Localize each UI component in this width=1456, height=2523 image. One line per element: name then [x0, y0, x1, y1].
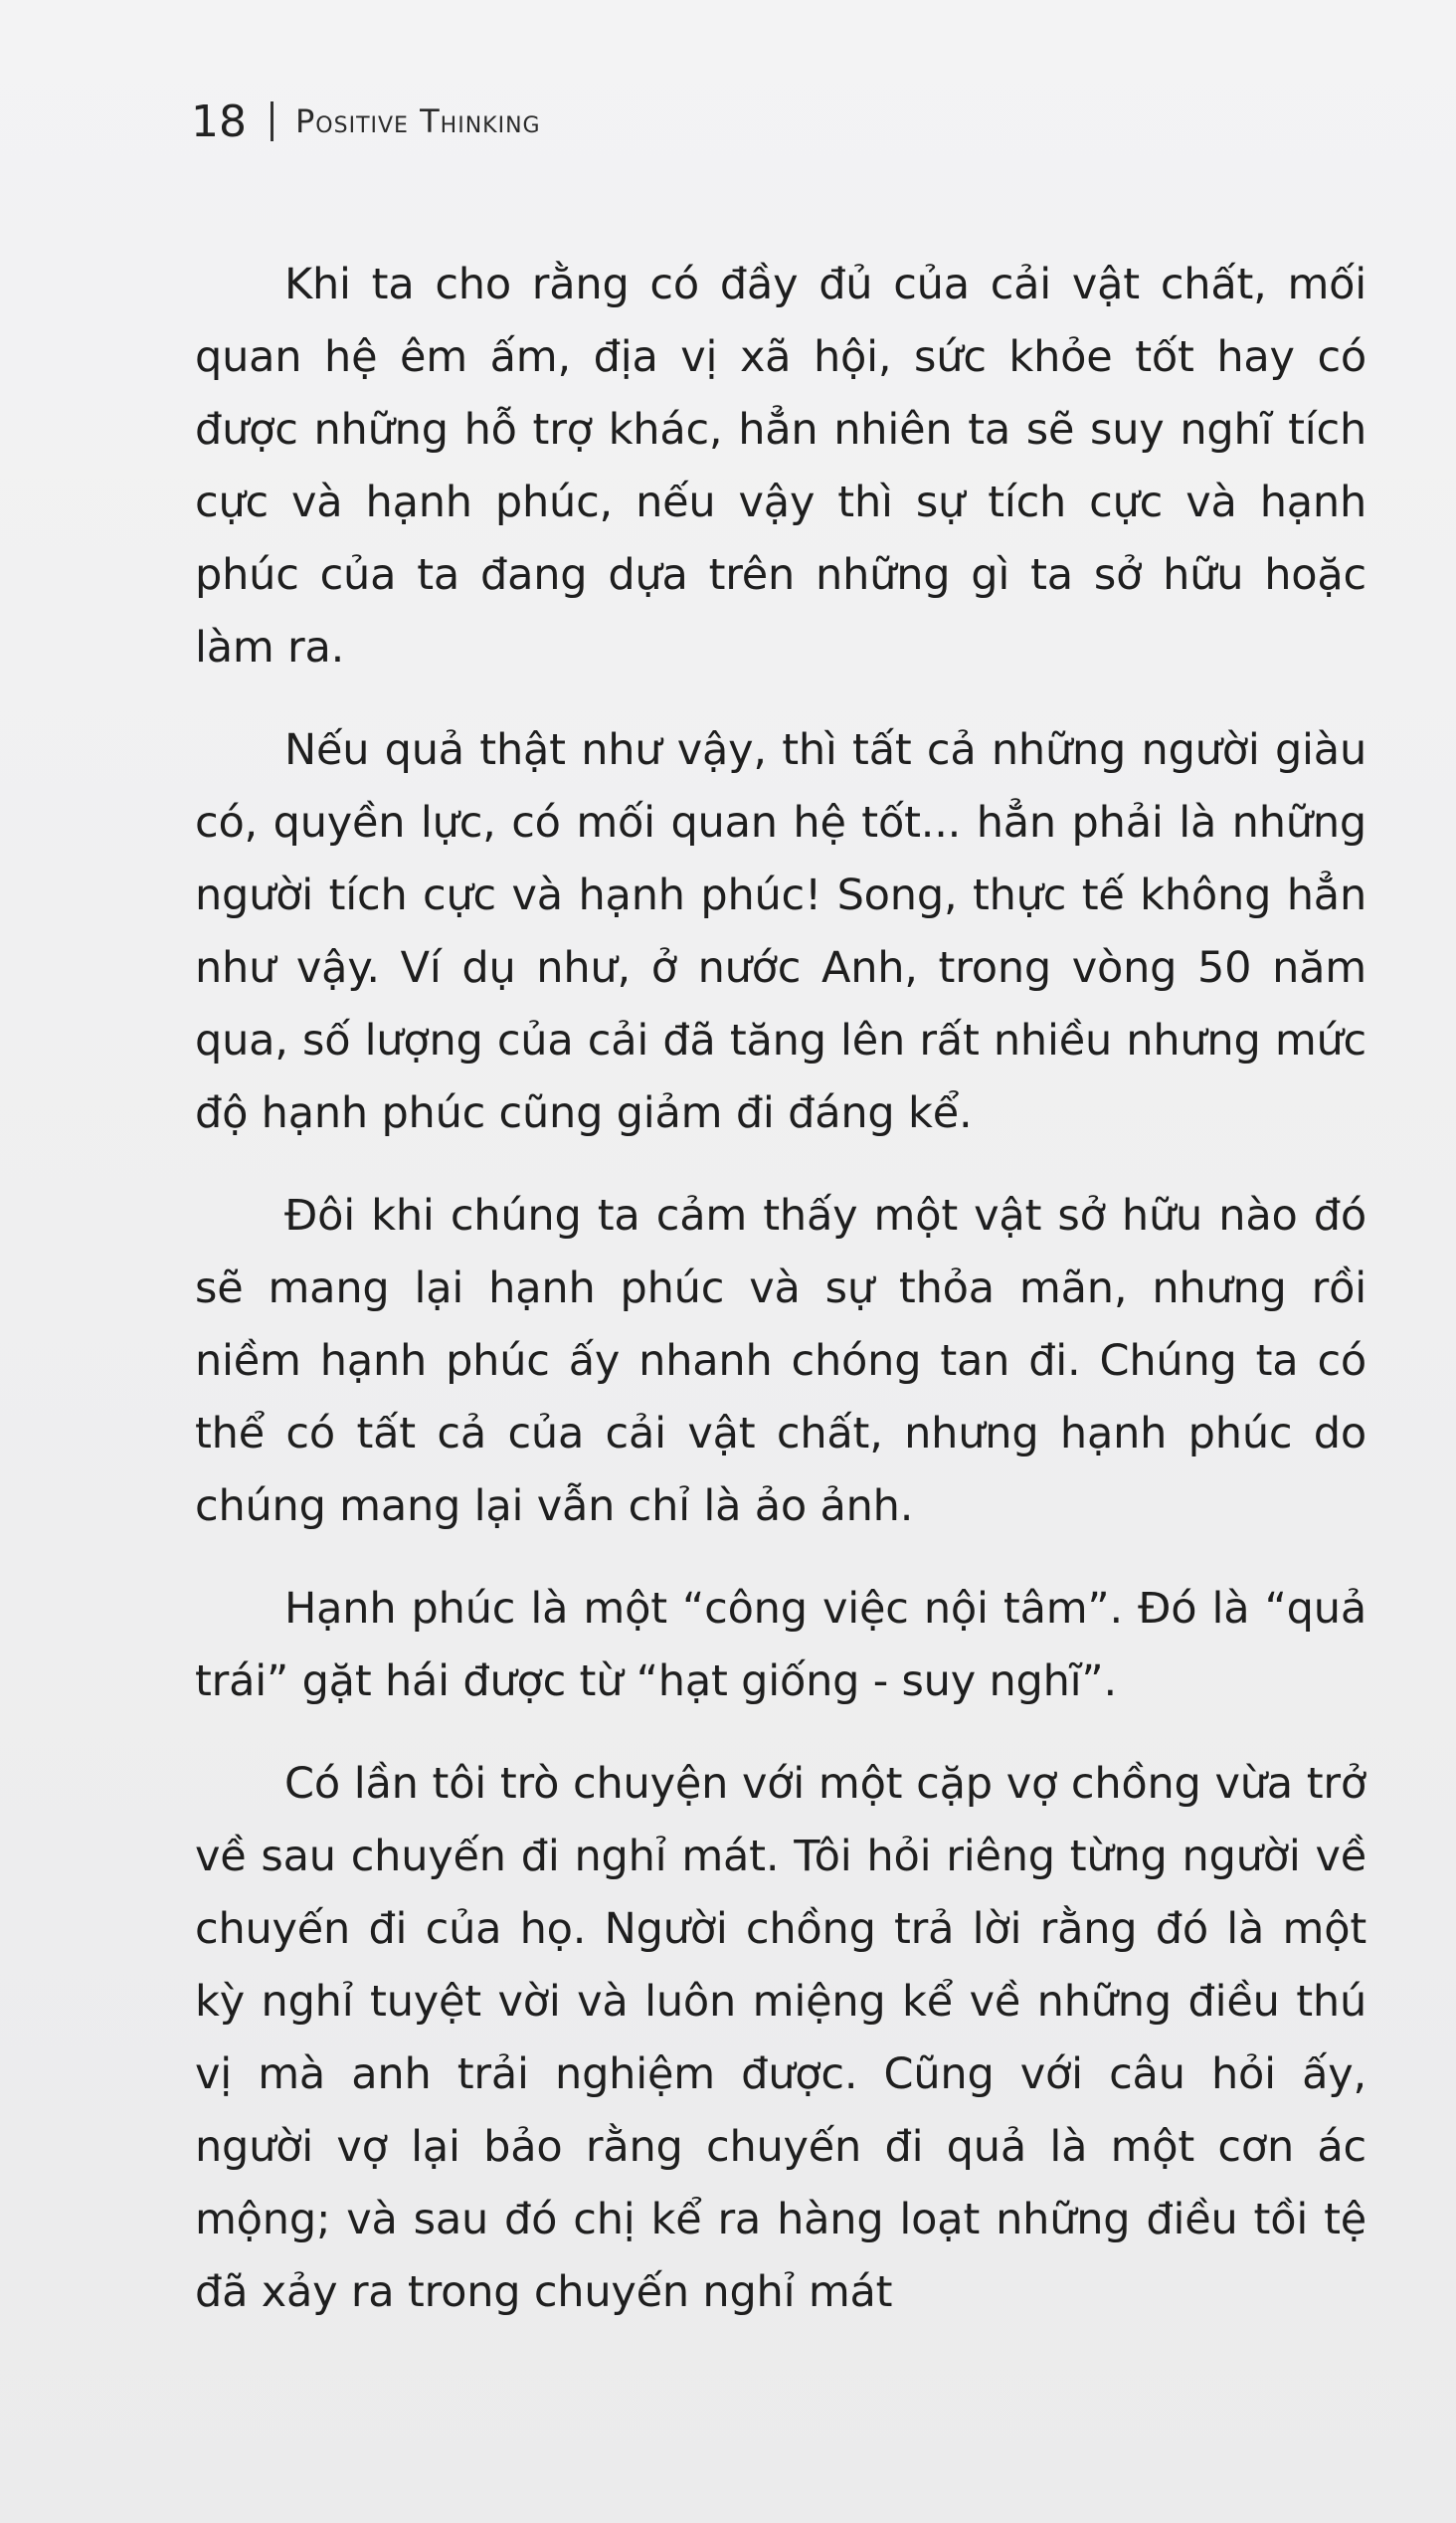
paragraph-2: Nếu quả thật như vậy, thì tất cả những người giàu có, quyền lực, có mối quan hệ tốt... hẳn phải là những người tích cực và hạnh phúc! Song, thực tế không hẳn như vậy. Ví dụ như, ở nước Anh, trong vòng 50 năm qua, số lượng của cải đã tăng lên rất nhiều nhưng mức độ hạnh phúc cũng giảm đi đáng kể. [195, 725, 1366, 1138]
book-title: Positive Thinking [295, 102, 541, 140]
paragraph-1: Khi ta cho rằng có đầy đủ của cải vật chất, mối quan hệ êm ấm, địa vị xã hội, sức khỏe tốt hay có được những hỗ trợ khác, hẳn nhiên ta sẽ suy nghĩ tích cực và hạnh phúc, nếu vậy thì sự tích cực và hạnh phúc của ta đang dựa trên những gì ta sở hữu hoặc làm ra. [195, 260, 1366, 673]
paragraph-5: Có lần tôi trò chuyện với một cặp vợ chồng vừa trở về sau chuyến đi nghỉ mát. Tôi hỏi riêng từng người về chuyến đi của họ. Người chồng trả lời rằng đó là một kỳ nghỉ tuyệt vời và luôn miệng kể về những điều thú vị mà anh trải nghiệm được. Cũng với câu hỏi ấy, người vợ lại bảo rằng chuyến đi quả là một cơn ác mộng; và sau đó chị kể ra hàng loạt những điều tồi tệ đã xảy ra trong chuyến nghỉ mát [195, 1759, 1366, 2317]
paragraph-3: Đôi khi chúng ta cảm thấy một vật sở hữu nào đó sẽ mang lại hạnh phúc và sự thỏa mãn, nhưng rồi niềm hạnh phúc ấy nhanh chóng tan đi. Chúng ta có thể có tất cả của cải vật chất, nhưng hạnh phúc do chúng mang lại vẫn chỉ là ảo ảnh. [195, 1191, 1366, 1531]
running-header [191, 92, 541, 151]
paragraph-4: Hạnh phúc là một “công việc nội tâm”. Đó là “quả trái” gặt hái được từ “hạt giống - suy nghĩ”. [195, 1584, 1366, 1706]
page-number: 18 [191, 96, 247, 147]
body-text [195, 249, 1366, 2329]
header-divider [271, 101, 273, 141]
